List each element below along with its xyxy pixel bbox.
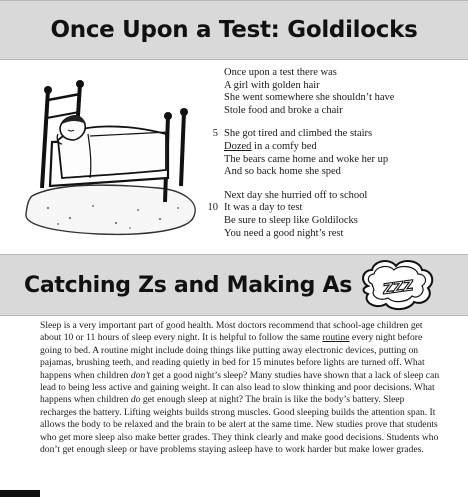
section-title: Catching Zs and Making As xyxy=(23,272,353,298)
article-text-part: get enough sleep at night? The brain is like the body’s battery. Sleep recharges the battery. Lifting weights builds strong muscles. Good sleeping builds the attention span. It allows the body to be relaxed and the brain to be alert at the same time. New studies prove that students who get more sleep also make better grades. They think clearly and make good decisions. Students who don’t get enough sleep or have problems staying asleep have to work harder but make lower grades. xyxy=(40,394,439,456)
poem-line xyxy=(204,141,466,154)
emphasis-text: don’t xyxy=(130,369,151,381)
line-text: She went somewhere she shouldn’t have xyxy=(224,92,395,104)
page-corner-mark xyxy=(0,490,40,497)
poem-line xyxy=(204,128,466,141)
poem-line xyxy=(204,92,466,105)
line-text: Be sure to sleep like Goldilocks xyxy=(224,214,358,226)
ground-patch xyxy=(26,185,195,234)
line-text: in a comfy bed xyxy=(251,140,317,152)
line-text: A girl with golden hair xyxy=(224,79,320,91)
line-text: She got tired and climbed the stairs xyxy=(224,128,373,140)
article-text-part: get a good night’s sleep? Many studies have shown that a lack of sleep can lead to being less active and gaining weight. It can also lead to slow thinking and poor decisions. What happens when children xyxy=(40,369,440,406)
poem-line xyxy=(204,228,466,241)
page-title: Once Upon a Test: Goldilocks xyxy=(50,17,418,43)
line-text: It was a day to test xyxy=(224,202,303,214)
zzz-text: ZZZ xyxy=(382,277,415,299)
poem-line xyxy=(204,202,466,215)
poem-line xyxy=(204,215,466,228)
bed-icon xyxy=(18,78,208,240)
article-paragraph xyxy=(40,320,440,456)
poem-line xyxy=(204,67,466,80)
zzz-cloud-icon xyxy=(356,256,438,314)
poem-stanza xyxy=(204,67,466,117)
line-number: 5 xyxy=(212,128,218,140)
line-text: The bears came home and woke her up xyxy=(224,153,389,165)
poem-line xyxy=(204,154,466,167)
poem xyxy=(204,67,466,251)
poem-line xyxy=(204,166,466,179)
article-text xyxy=(40,320,440,456)
emphasis-text: do xyxy=(130,394,141,406)
line-text: Next day she hurried off to school xyxy=(224,189,368,201)
poem-line xyxy=(204,105,466,118)
line-text: And so back home she sped xyxy=(224,166,341,178)
line-text: You need a good night’s rest xyxy=(224,227,344,239)
line-number: 10 xyxy=(207,202,218,214)
article-text-part: Sleep is a very important part of good health. Most doctors recommend that school-age children get about 10 or 11 hours of sleep every night. It is helpful to follow the same xyxy=(40,320,423,344)
poem-line xyxy=(204,190,466,203)
title-banner xyxy=(0,0,468,60)
line-text: Stole food and broke a chair xyxy=(224,104,343,116)
vocab-word: routine xyxy=(322,332,350,344)
poem-line xyxy=(204,80,466,93)
vocab-word: Dozed xyxy=(224,140,252,152)
line-text: Once upon a test there was xyxy=(224,67,337,78)
poem-stanza xyxy=(204,190,466,240)
article-text-part: every night before going to bed. A routine might include doing things like putting away electronic devices, putting on pajamas, brushing teeth, and reading quietly in bed for 15 minutes before lights are turned off. What happens when children xyxy=(40,332,425,381)
poem-stanza xyxy=(204,128,466,178)
